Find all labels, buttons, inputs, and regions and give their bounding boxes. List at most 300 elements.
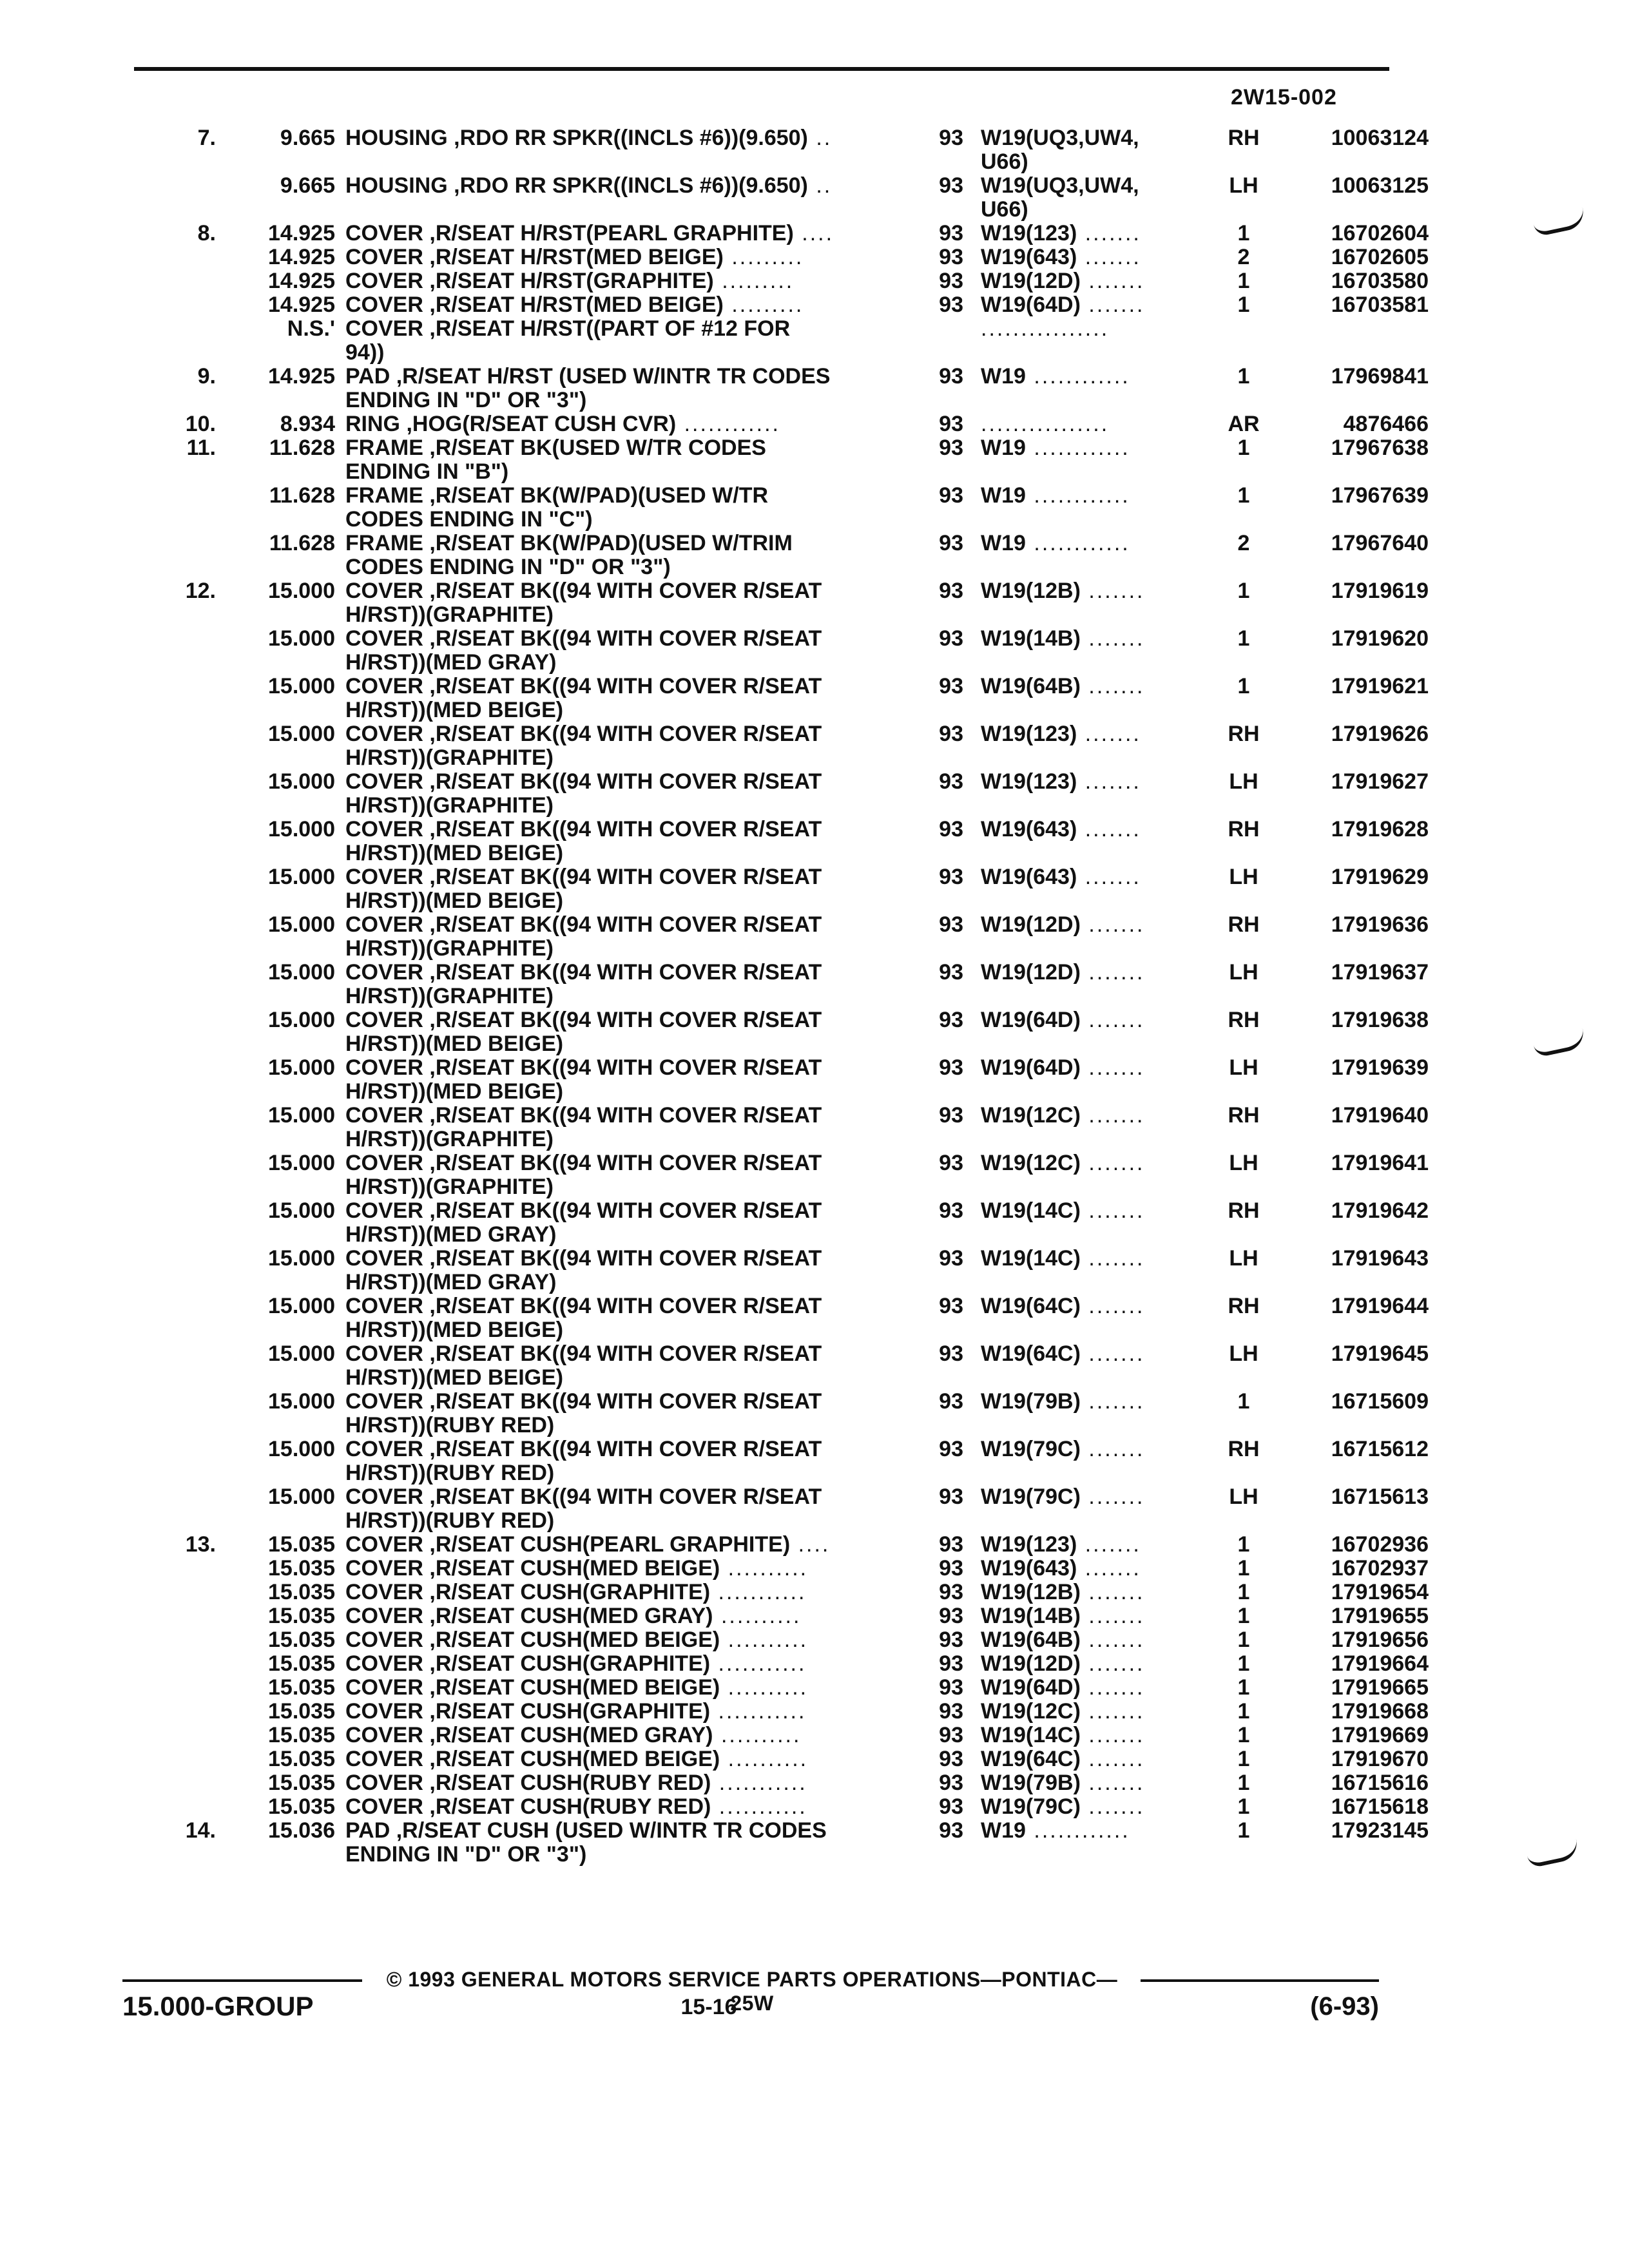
part-number: 17969841 <box>1331 364 1429 389</box>
usage-value: W19(643) <box>981 865 1077 889</box>
part-detail: ,R/SEAT CUSH(MED BEIGE) <box>423 1628 720 1652</box>
usage-value: W19(79B) <box>981 1389 1081 1414</box>
part-number: 17919639 <box>1331 1055 1429 1080</box>
usage-code <box>981 1390 1213 1414</box>
part-number: 17919619 <box>1331 579 1429 603</box>
part-detail: ,R/SEAT CUSH(RUBY RED) <box>423 1771 711 1795</box>
usage-dots: ....... <box>1080 1341 1145 1366</box>
usage-dots: ....... <box>1080 1055 1145 1080</box>
group-number: 15.000 <box>268 769 335 794</box>
part-number: 16703580 <box>1331 269 1429 293</box>
usage-value: W19(643) <box>981 245 1077 269</box>
usage-value: W19(14B) <box>981 626 1081 651</box>
quantity: 1 <box>1237 1771 1250 1795</box>
usage-value: W19(12C) <box>981 1699 1081 1724</box>
part-detail: ,R/SEAT H/RST(MED BEIGE) <box>423 293 724 317</box>
group-number: 11.628 <box>269 436 335 460</box>
part-detail: ,R/SEAT CUSH(MED BEIGE) <box>423 1675 720 1700</box>
usage-code <box>981 627 1213 651</box>
model-year: 93 <box>939 1723 963 1747</box>
part-detail-cont: H/RST))(RUBY RED) <box>345 1413 555 1437</box>
quantity: LH <box>1229 1341 1258 1366</box>
usage-code <box>981 1819 1213 1843</box>
usage-value: W19(123) <box>981 722 1077 746</box>
quantity: 1 <box>1237 1389 1250 1414</box>
parts-row <box>155 293 1429 317</box>
part-detail: ,R/SEAT BK((94 WITH COVER R/SEAT <box>423 960 822 985</box>
usage-code <box>981 1104 1213 1128</box>
part-number: 17919668 <box>1331 1699 1429 1724</box>
usage-code <box>981 1652 1213 1676</box>
group-number: 9.665 <box>280 173 335 198</box>
usage-dots: ....... <box>1080 1747 1145 1771</box>
parts-row <box>155 221 1429 245</box>
part-keyword: COVER <box>345 1794 423 1819</box>
usage-code <box>981 436 1213 460</box>
usage-dots: ............ <box>1025 436 1130 460</box>
part-detail: ,R/SEAT BK((94 WITH COVER R/SEAT <box>423 674 822 698</box>
part-keyword: COVER <box>345 1556 423 1581</box>
footer-copyright: © 1993 GENERAL MOTORS SERVICE PARTS OPERATIONS—PONTIAC—25W <box>386 1968 1118 2015</box>
usage-value: W19(14C) <box>981 1198 1081 1223</box>
group-number: 14.925 <box>268 221 335 245</box>
usage-code <box>981 1342 1213 1366</box>
usage-code <box>981 579 1213 603</box>
group-number: 15.000 <box>268 626 335 651</box>
part-keyword: COVER <box>345 1747 423 1771</box>
usage-dots: ....... <box>1080 1246 1145 1271</box>
usage-dots: ....... <box>1080 1604 1145 1628</box>
quantity: 1 <box>1237 1723 1250 1747</box>
usage-value: W19(12D) <box>981 912 1081 937</box>
margin-mark <box>1532 207 1586 237</box>
group-number: 8.934 <box>280 412 335 436</box>
group-number: 14.925 <box>268 269 335 293</box>
group-number: 15.000 <box>268 1485 335 1509</box>
part-detail: ,RDO RR SPKR((INCLS #6))(9.650) <box>447 173 808 198</box>
item-number: 14. <box>185 1818 216 1843</box>
parts-row <box>155 269 1429 293</box>
part-keyword: COVER <box>345 1055 423 1080</box>
quantity: 1 <box>1237 626 1250 651</box>
parts-row <box>155 1723 1429 1747</box>
part-detail: ,R/SEAT BK((94 WITH COVER R/SEAT <box>423 1198 822 1223</box>
part-number: 17919629 <box>1331 865 1429 889</box>
usage-dots: ....... <box>1077 769 1141 794</box>
part-detail-cont: H/RST))(GRAPHITE) <box>345 793 554 818</box>
part-detail-cont: H/RST))(MED BEIGE) <box>345 1365 564 1390</box>
usage-dots: ....... <box>1080 1389 1145 1414</box>
leader-dots: .......... <box>720 1675 809 1700</box>
part-keyword: COVER <box>345 293 423 317</box>
parts-row <box>155 1389 1429 1437</box>
part-detail-cont: H/RST))(MED BEIGE) <box>345 1079 564 1104</box>
model-year: 93 <box>939 579 963 603</box>
group-number: 15.000 <box>268 1151 335 1175</box>
part-keyword: FRAME <box>345 436 423 460</box>
usage-code <box>981 1199 1213 1223</box>
quantity: 1 <box>1237 1628 1250 1652</box>
quantity: 1 <box>1237 1794 1250 1819</box>
group-number: N.S.' <box>287 316 335 341</box>
usage-value: W19 <box>981 531 1026 555</box>
group-number: 14.925 <box>268 245 335 269</box>
part-number: 17919621 <box>1331 674 1429 698</box>
part-detail-cont: ENDING IN "B") <box>345 459 509 484</box>
group-number: 15.000 <box>268 817 335 841</box>
parts-row <box>155 1675 1429 1700</box>
item-number: 9. <box>197 364 216 389</box>
part-detail: ,R/SEAT BK((94 WITH COVER R/SEAT <box>423 1294 822 1318</box>
part-detail: ,R/SEAT BK((94 WITH COVER R/SEAT <box>423 722 822 746</box>
model-year: 93 <box>939 436 963 460</box>
group-number: 15.000 <box>268 1389 335 1414</box>
usage-value: W19(123) <box>981 1532 1077 1557</box>
part-detail: ,R/SEAT BK(USED W/TR CODES <box>423 436 766 460</box>
usage-cont: U66) <box>981 149 1028 174</box>
leader-dots: ......... <box>723 293 804 317</box>
parts-row <box>155 1556 1429 1581</box>
quantity: 1 <box>1237 364 1250 389</box>
part-number: 4876466 <box>1343 412 1429 436</box>
part-keyword: COVER <box>345 1151 423 1175</box>
leader-dots: ......... <box>723 245 804 269</box>
model-year: 93 <box>939 1604 963 1628</box>
quantity: 1 <box>1237 1604 1250 1628</box>
model-year: 93 <box>939 1151 963 1175</box>
model-year: 93 <box>939 221 963 245</box>
usage-code <box>981 1724 1213 1747</box>
usage-dots: ....... <box>1080 674 1145 698</box>
model-year: 93 <box>939 1341 963 1366</box>
quantity: 1 <box>1237 579 1250 603</box>
parts-row <box>155 912 1429 961</box>
quantity: 1 <box>1237 1556 1250 1581</box>
part-detail-cont: H/RST))(MED GRAY) <box>345 650 557 675</box>
model-year: 93 <box>939 1556 963 1581</box>
part-detail: ,R/SEAT CUSH(PEARL GRAPHITE) <box>423 1532 791 1557</box>
part-number: 16702604 <box>1331 221 1429 245</box>
parts-row <box>155 317 1392 365</box>
part-detail: ,R/SEAT CUSH(MED GRAY) <box>423 1723 713 1747</box>
part-detail-cont: H/RST))(GRAPHITE) <box>345 1127 554 1151</box>
part-number: 16702936 <box>1331 1532 1429 1557</box>
group-number: 15.035 <box>268 1771 335 1795</box>
part-keyword: PAD <box>345 364 390 389</box>
part-keyword: COVER <box>345 865 423 889</box>
parts-row <box>155 579 1429 627</box>
part-detail-cont: H/RST))(GRAPHITE) <box>345 602 554 627</box>
part-detail-cont: H/RST))(MED BEIGE) <box>345 1318 564 1342</box>
model-year: 93 <box>939 1818 963 1843</box>
part-number: 17919654 <box>1331 1580 1429 1604</box>
part-keyword: HOUSING <box>345 173 448 198</box>
quantity: 1 <box>1237 1818 1250 1843</box>
part-number: 17919670 <box>1331 1747 1429 1771</box>
parts-row <box>155 1651 1429 1676</box>
usage-dots: ....... <box>1077 245 1141 269</box>
usage-code <box>981 1485 1213 1509</box>
usage-dots: ....... <box>1080 1198 1145 1223</box>
part-number: 10063125 <box>1331 173 1429 198</box>
part-keyword: COVER <box>345 1675 423 1700</box>
parts-row <box>155 960 1429 1008</box>
quantity: 2 <box>1237 245 1250 269</box>
parts-row <box>155 1055 1429 1104</box>
item-number: 12. <box>185 579 216 603</box>
parts-row <box>155 1008 1429 1056</box>
part-number: 17919656 <box>1331 1628 1429 1652</box>
quantity: RH <box>1228 1437 1260 1461</box>
part-keyword: COVER <box>345 1580 423 1604</box>
part-detail: ,R/SEAT CUSH(MED BEIGE) <box>423 1747 720 1771</box>
model-year: 93 <box>939 173 963 198</box>
part-detail-cont: H/RST))(GRAPHITE) <box>345 745 554 770</box>
part-number: 17919655 <box>1331 1604 1429 1628</box>
usage-value: W19(64D) <box>981 1008 1081 1032</box>
quantity: 1 <box>1237 293 1250 317</box>
group-number: 15.000 <box>268 1341 335 1366</box>
usage-value: W19(12B) <box>981 1580 1081 1604</box>
group-number: 11.628 <box>269 531 335 555</box>
leader-dots: ......... <box>713 269 795 293</box>
group-number: 15.035 <box>268 1604 335 1628</box>
part-keyword: COVER <box>345 722 423 746</box>
leader-dots: .... <box>793 221 834 245</box>
part-detail: ,R/SEAT H/RST((PART OF #12 FOR <box>423 316 791 341</box>
usage-dots: ............ <box>1025 531 1130 555</box>
part-detail-cont: ENDING IN "D" OR "3") <box>345 1842 587 1867</box>
quantity: LH <box>1229 1485 1258 1509</box>
group-number: 15.035 <box>268 1651 335 1676</box>
part-detail: ,R/SEAT BK((94 WITH COVER R/SEAT <box>423 1341 822 1366</box>
parts-row <box>155 412 1429 436</box>
model-year: 93 <box>939 1246 963 1271</box>
margin-mark <box>1532 1028 1586 1058</box>
usage-dots: ....... <box>1080 912 1145 937</box>
usage-dots: ....... <box>1080 1699 1145 1724</box>
usage-value: W19(79C) <box>981 1485 1081 1509</box>
part-keyword: COVER <box>345 912 423 937</box>
model-year: 93 <box>939 1747 963 1771</box>
part-detail-cont: H/RST))(MED BEIGE) <box>345 698 564 722</box>
parts-row <box>155 1818 1429 1867</box>
group-number: 15.000 <box>268 1008 335 1032</box>
usage-value: W19(64C) <box>981 1341 1081 1366</box>
model-year: 93 <box>939 1532 963 1557</box>
usage-code <box>981 1604 1213 1628</box>
model-year: 93 <box>939 1675 963 1700</box>
quantity: RH <box>1228 1103 1260 1128</box>
part-detail-cont: H/RST))(GRAPHITE) <box>345 984 554 1008</box>
usage-dots: ....... <box>1077 221 1141 245</box>
usage-value: W19(14C) <box>981 1723 1081 1747</box>
group-number: 15.000 <box>268 1246 335 1271</box>
part-keyword: COVER <box>345 1437 423 1461</box>
group-number: 15.000 <box>268 1437 335 1461</box>
group-number: 15.000 <box>268 1198 335 1223</box>
model-year: 93 <box>939 245 963 269</box>
part-detail: ,R/SEAT H/RST(PEARL GRAPHITE) <box>423 221 794 245</box>
usage-code <box>981 126 1213 174</box>
usage-value: W19(643) <box>981 1556 1077 1581</box>
model-year: 93 <box>939 1103 963 1128</box>
part-keyword: COVER <box>345 221 423 245</box>
usage-code <box>981 1747 1213 1771</box>
model-year: 93 <box>939 364 963 389</box>
model-year: 93 <box>939 1294 963 1318</box>
item-number: 11. <box>186 436 216 460</box>
part-number: 17919628 <box>1331 817 1429 841</box>
parts-row <box>155 1198 1429 1247</box>
group-number: 15.035 <box>268 1794 335 1819</box>
part-detail: ,RDO RR SPKR((INCLS #6))(9.650) <box>447 126 808 150</box>
leader-dots: .......... <box>720 1556 809 1581</box>
usage-code <box>981 1008 1213 1032</box>
part-keyword: HOUSING <box>345 126 448 150</box>
part-detail-cont: H/RST))(GRAPHITE) <box>345 1175 554 1199</box>
page-code: 2W15-002 <box>1231 85 1337 110</box>
part-detail: ,R/SEAT BK((94 WITH COVER R/SEAT <box>423 579 822 603</box>
part-detail-cont: H/RST))(MED BEIGE) <box>345 841 564 865</box>
usage-value: W19(12C) <box>981 1103 1081 1128</box>
usage-code <box>981 770 1213 794</box>
usage-code <box>981 1795 1213 1819</box>
usage-dots: ....... <box>1077 865 1141 889</box>
part-keyword: COVER <box>345 817 423 841</box>
usage-dots: ....... <box>1080 626 1145 651</box>
group-number: 15.000 <box>268 865 335 889</box>
usage-dots: ....... <box>1080 1628 1145 1652</box>
part-detail: ,R/SEAT BK((94 WITH COVER R/SEAT <box>423 1055 822 1080</box>
part-number: 17919626 <box>1331 722 1429 746</box>
part-keyword: FRAME <box>345 531 423 555</box>
leader-dots: ........... <box>711 1771 807 1795</box>
usage-dots: ....... <box>1080 293 1145 317</box>
part-keyword: COVER <box>345 1246 423 1271</box>
usage-dots: ....... <box>1080 1771 1145 1795</box>
leader-dots: .......... <box>720 1628 809 1652</box>
parts-row <box>155 1580 1429 1604</box>
usage-value: W19(12D) <box>981 960 1081 985</box>
part-keyword: COVER <box>345 1699 423 1724</box>
footer-rule-left <box>122 1979 362 1982</box>
part-keyword: COVER <box>345 316 423 341</box>
usage-code <box>981 722 1213 746</box>
quantity: 1 <box>1237 221 1250 245</box>
part-detail: ,R/SEAT BK(W/PAD)(USED W/TRIM <box>423 531 793 555</box>
quantity: LH <box>1229 173 1258 198</box>
usage-value: W19(64B) <box>981 674 1081 698</box>
leader-dots: ........... <box>711 1794 807 1819</box>
part-detail: ,R/SEAT H/RST(MED BEIGE) <box>423 245 724 269</box>
parts-row <box>155 1699 1429 1724</box>
part-keyword: FRAME <box>345 483 423 508</box>
quantity: RH <box>1228 1008 1260 1032</box>
part-detail: ,R/SEAT CUSH(GRAPHITE) <box>423 1580 711 1604</box>
quantity: LH <box>1229 960 1258 985</box>
usage-code <box>981 484 1213 508</box>
part-keyword: COVER <box>345 960 423 985</box>
parts-row <box>155 173 1429 222</box>
usage-value: W19(79C) <box>981 1437 1081 1461</box>
usage-value: W19(12D) <box>981 269 1081 293</box>
part-detail-cont: CODES ENDING IN "D" OR "3") <box>345 555 671 579</box>
group-number: 15.000 <box>268 722 335 746</box>
model-year: 93 <box>939 1580 963 1604</box>
model-year: 93 <box>939 1055 963 1080</box>
group-number: 15.000 <box>268 674 335 698</box>
part-keyword: COVER <box>345 1341 423 1366</box>
part-number: 17919664 <box>1331 1651 1429 1676</box>
part-number: 17919644 <box>1331 1294 1429 1318</box>
part-keyword: COVER <box>345 1651 423 1676</box>
usage-dots: ................ <box>981 316 1110 341</box>
part-detail: ,R/SEAT BK((94 WITH COVER R/SEAT <box>423 1103 822 1128</box>
model-year: 93 <box>939 674 963 698</box>
part-number: 17919669 <box>1331 1723 1429 1747</box>
leader-dots: ........... <box>710 1651 807 1676</box>
usage-code <box>981 1437 1213 1461</box>
parts-row <box>155 626 1429 675</box>
part-number: 17919641 <box>1331 1151 1429 1175</box>
model-year: 93 <box>939 1628 963 1652</box>
quantity: LH <box>1229 865 1258 889</box>
usage-value: W19(64D) <box>981 1675 1081 1700</box>
part-detail: ,R/SEAT H/RST (USED W/INTR TR CODES <box>390 364 831 389</box>
usage-code <box>981 1628 1213 1652</box>
model-year: 93 <box>939 626 963 651</box>
part-detail-cont: H/RST))(MED BEIGE) <box>345 1032 564 1056</box>
part-number: 17967638 <box>1331 436 1429 460</box>
model-year: 93 <box>939 769 963 794</box>
part-number: 16715616 <box>1331 1771 1429 1795</box>
part-detail: ,R/SEAT BK((94 WITH COVER R/SEAT <box>423 817 822 841</box>
group-number: 15.000 <box>268 1294 335 1318</box>
model-year: 93 <box>939 412 963 436</box>
item-number: 10. <box>185 412 216 436</box>
part-detail: ,R/SEAT CUSH(GRAPHITE) <box>423 1699 711 1724</box>
model-year: 93 <box>939 960 963 985</box>
footer-group: 15.000-GROUP <box>122 1991 314 2021</box>
usage-value: W19 <box>981 436 1026 460</box>
part-detail-cont: H/RST))(MED BEIGE) <box>345 889 564 913</box>
quantity: 1 <box>1237 1580 1250 1604</box>
part-number: 17919665 <box>1331 1675 1429 1700</box>
quantity: 1 <box>1237 483 1250 508</box>
part-number: 16702605 <box>1331 245 1429 269</box>
leader-dots: ........... <box>710 1699 807 1724</box>
usage-code <box>981 913 1213 937</box>
model-year: 93 <box>939 865 963 889</box>
part-detail: ,R/SEAT BK((94 WITH COVER R/SEAT <box>423 1246 822 1271</box>
usage-code <box>981 269 1213 293</box>
usage-value: W19(UQ3,UW4, <box>981 173 1139 198</box>
part-detail: ,R/SEAT BK((94 WITH COVER R/SEAT <box>423 1485 822 1509</box>
usage-code <box>981 818 1213 841</box>
part-keyword: COVER <box>345 1485 423 1509</box>
part-number: 17919627 <box>1331 769 1429 794</box>
parts-row <box>155 769 1429 818</box>
parts-row <box>155 483 1429 532</box>
usage-dots: ....... <box>1080 579 1145 603</box>
top-rule <box>134 67 1389 71</box>
part-number: 16715609 <box>1331 1389 1429 1414</box>
usage-dots: ....... <box>1080 1437 1145 1461</box>
footer-page-number: 15-16 <box>680 1995 737 2019</box>
usage-code <box>981 675 1213 698</box>
quantity: RH <box>1228 1198 1260 1223</box>
